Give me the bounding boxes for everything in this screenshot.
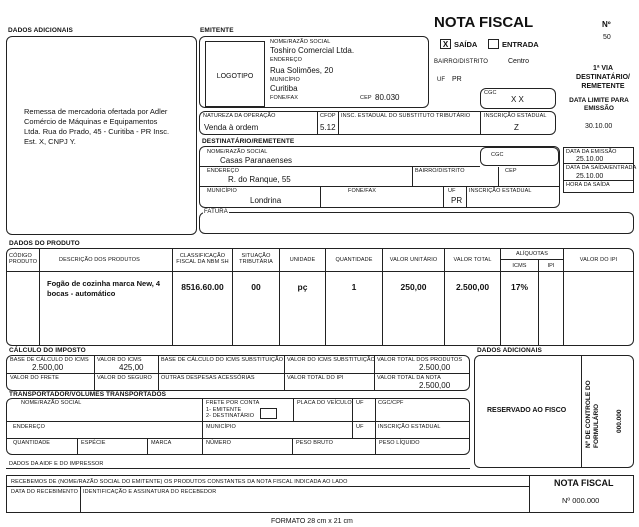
total-nota-label: VALOR TOTAL DA NOTA [377,375,441,381]
canhoto-box [6,475,634,513]
frete-label: VALOR DO FRETE [10,375,59,381]
row-icms: 17% [510,282,528,292]
cep-value: 80.030 [375,93,400,102]
canhoto-recebemos: RECEBEMOS DE (NOME/RAZÃO SOCIAL DO EMITENTE) OS PRODUTOS CONSTANTES DA NOTA FISCAL INDICADA AO LADO [11,479,348,485]
frete-opt2: 2- DESTINATÁRIO [206,413,255,419]
dados-adicionais-top-box [6,36,197,235]
endereco-label: ENDEREÇO [270,57,302,63]
data-limite-value: 30.10.00 [585,123,613,130]
col-descricao: DESCRIÇÃO DOS PRODUTOS [59,257,140,263]
col-class: CLASSIFICAÇÃO FISCAL DA NBM SH [176,253,229,265]
ipi-total-label: VALOR TOTAL DO IPI [287,375,344,381]
col-unid: UNIDADE [289,257,316,263]
placa-label: PLACA DO VEÍCULO [297,400,352,406]
insc-subst-label: INSC. ESTADUAL DO SUBSTITUTO TRIBUTÁRIO [341,113,471,119]
transp-municipio-label: MUNICÍPIO [206,424,236,430]
cgc-value: X X [511,95,524,104]
entrada-checkbox[interactable] [488,39,499,49]
dest-insc-label: INSCRIÇÃO ESTADUAL [469,188,532,194]
data-emissao-value: 25.10.00 [576,156,604,163]
municipio-value: Curitiba [270,84,298,93]
dest-nome-value: Casas Paranaenses [220,156,293,165]
col-codigo [9,253,37,265]
col-sit: SITUAÇÃO TRIBUTÁRIA [239,253,273,265]
data-saida-value: 25.10.00 [576,173,604,180]
row-vunit: 250,00 [400,282,427,292]
dest-uf-label: UF [448,188,456,194]
dest-municipio-label: MUNICÍPIO [207,188,237,194]
datas-box [563,147,637,193]
row-sit: 00 [251,282,261,292]
data-emissao-label: DATA DA EMISSÃO [566,149,617,155]
row-descricao: Fogão de cozinha marca New, 4 bocas - automático [47,279,161,298]
fatura-box [199,209,634,234]
dest-cgc-box [480,147,559,166]
outras-label: OUTRAS DESPESAS ACESSÓRIAS [161,375,255,381]
col-vipi: VALOR DO IPI [579,257,618,263]
produto-title: DADOS DO PRODUTO [9,240,80,247]
endereco-value: Rua Solimões, 20 [270,66,334,75]
dest-cep-label: CEP [505,168,517,174]
canhoto-nf-number: Nº 000.000 [562,496,600,505]
logotipo-box [205,41,265,107]
col-qtd: QUANTIDADE [335,257,373,263]
reservado-fisco: RESERVADO AO FISCO [487,407,567,414]
via-line3: REMETENTE [581,83,625,90]
col-icms: ICMS [512,263,527,269]
data-limite-label: DATA LIMITE PARA EMISSÃO [569,97,629,112]
hora-saida-label: HORA DA SAÍDA [566,182,610,188]
base-icms-value: 2.500,00 [32,363,64,372]
uf-label: UF [437,77,446,83]
logotipo-label: LOGOTIPO [216,73,254,80]
emitente-title: EMITENTE [200,27,234,34]
insc-est-label: INSCRIÇÃO ESTADUAL [484,113,547,119]
imposto-title: CÁLCULO DO IMPOSTO [9,347,86,354]
natureza-label: NATUREZA DA OPERAÇÃO [203,113,276,119]
via-line1: 1ª VIA [592,65,614,72]
bairro-label: BAIRRO/DISTRITO [434,59,489,65]
base-icms-label: BASE DE CÁLCULO DO ICMS [10,357,89,363]
natureza-row [199,111,556,135]
dest-bairro-label: BAIRRO/DISTRITO [415,168,465,174]
transp-numero-label: NÚMERO [206,440,232,446]
cfop-value: 5.12 [320,123,336,132]
dest-fone-label: FONE/FAX [348,188,376,194]
col-aliquotas: ALÍQUOTAS [516,251,548,257]
cfop-label: CFOP [320,113,336,119]
transp-endereco-label: ENDEREÇO [13,424,45,430]
dest-municipio-value: Londrina [250,196,282,205]
transportador-title: TRANSPORTADOR/VOLUMES TRANSPORTADOS [9,391,167,398]
dest-cgc-label: CGC [491,152,504,158]
dest-endereco-value: R. do Ranque, 55 [228,175,291,184]
transp-marca-label: MARCA [151,440,172,446]
cep-label: CEP [360,95,372,101]
data-saida-label: DATA DA SAÍDA/ENTRADA [566,165,637,171]
nf-no-label: Nº [602,20,611,29]
via-indicator [568,64,638,91]
emitente-box [199,36,429,108]
bairro-value: Centro [508,58,530,65]
formato-footer: FORMATO 28 cm x 21 cm [271,518,353,525]
impressor-label: DADOS DA AIDF E DO IMPRESSOR [9,461,104,467]
razao-value: Toshiro Comercial Ltda. [270,46,355,55]
col-ipi: IPI [547,263,555,269]
transp-uf2-label: UF [356,424,364,430]
valor-produtos-value: 2.500,00 [419,363,451,372]
dest-nome-label: NOME/RAZÃO SOCIAL [207,149,268,155]
saida-checkbox[interactable]: X [440,39,451,49]
canhoto-ident-label: IDENTIFICAÇÃO E ASSINATURA DO RECEBEDOR [83,489,217,495]
transp-insc-label: INSCRIÇÃO ESTADUAL [378,424,441,430]
canhoto-data-label: DATA DO RECEBIMENTO [11,489,78,495]
cgc-label: CGC [484,90,497,96]
dados-adicionais-top-title: DADOS ADICIONAIS [8,27,73,34]
transp-peso-bruto-label: PESO BRUTO [296,440,333,446]
destinatario-title: DESTINATÁRIO/REMETENTE [202,138,295,145]
uf-value: PR [452,76,462,83]
dest-uf-value: PR [451,196,463,205]
controle-value: 000.000 [616,409,623,433]
transp-especie-label: ESPÉCIE [81,440,106,446]
valor-icms-label: VALOR DO ICMS [97,357,142,363]
valor-sub-label: VALOR DO ICMS SUBSTITUIÇÃO [287,357,376,363]
col-vtotal: VALOR TOTAL [453,257,492,263]
saida-label: SAÍDA [454,40,478,49]
transp-razao-label: NOME/RAZÃO SOCIAL [21,400,82,406]
municipio-label: MUNICÍPIO [270,77,300,83]
transportador-box [6,398,470,455]
nf-no-value: 50 [603,34,611,41]
transp-uf-label: UF [356,400,364,406]
canhoto-nf-title: NOTA FISCAL [554,478,614,488]
fatura-label: FATURA [204,209,228,215]
transp-cgc-label: CGC/CPF [378,400,404,406]
row-qtd: 1 [351,282,357,292]
frete-conta-input[interactable] [260,408,277,419]
col-codigo-text: CÓDIGO PRODUTO [9,253,38,265]
razao-label: NOME/RAZÃO SOCIAL [270,39,331,45]
frete-conta-label: FRETE POR CONTA [206,400,260,406]
valor-icms-value: 425,00 [119,363,144,372]
dest-endereco-label: ENDEREÇO [207,168,239,174]
adicionais-title: DADOS ADICIONAIS [477,347,542,354]
cgc-emitente-box [480,88,556,109]
col-vunit: VALOR UNITÁRIO [389,257,438,263]
row-vtotal: 2.500,00 [455,282,490,292]
remessa-text: Remessa de mercadoria ofertada por Adler Comércio de Máquinas e Equipamentos Ltda. Rua do Prado, 45 - Curitiba - PR Insc. Est. X, CNPJ Y. [24,107,170,146]
via-line2: DESTINATÁRIO/ [576,74,630,81]
insc-est-value: Z [514,123,519,132]
entrada-label: ENTRADA [502,40,539,49]
row-unid: pç [297,282,308,292]
valor-produtos-label: VALOR TOTAL DOS PRODUTOS [377,357,463,363]
controle-formulario: Nº DE CONTROLE DO FORMULÁRIO [585,380,600,448]
produto-table [6,248,634,346]
total-nota-value: 2.500,00 [419,381,451,390]
adicionais-box [474,355,634,468]
frete-opt1: 1- EMITENTE [206,407,242,413]
destinatario-box [199,146,560,208]
base-sub-label: BASE DE CÁLCULO DO ICMS SUBSTITUIÇÃO [161,357,284,363]
nf-title: NOTA FISCAL [434,14,534,31]
seguro-label: VALOR DO SEGURO [97,375,152,381]
natureza-value: Venda à ordem [204,123,259,132]
row-class: 8516.60.00 [181,282,224,292]
fone-label: FONE/FAX [270,95,298,101]
transp-qtd-label: QUANTIDADE [13,440,51,446]
transp-peso-liquido-label: PESO LÍQUIDO [379,440,420,446]
imposto-box [6,355,470,391]
